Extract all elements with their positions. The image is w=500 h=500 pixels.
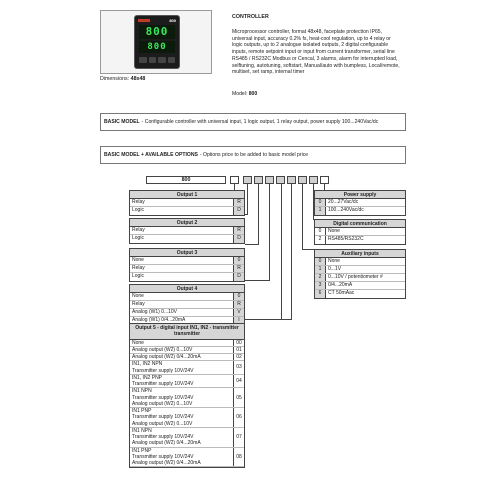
output4-table xyxy=(129,284,245,326)
table-row: None 00 xyxy=(130,340,244,347)
table-row: 0 None xyxy=(315,258,405,266)
device-display-bottom: 800 xyxy=(139,41,175,53)
banner-text: - Options price to be added to basic model price xyxy=(199,151,309,158)
product-title: CONTROLLER xyxy=(232,14,269,20)
code-slot-output4 xyxy=(265,176,274,184)
connector xyxy=(302,249,314,250)
table-row: None 0 xyxy=(130,257,244,265)
output3-table xyxy=(129,248,245,282)
banner-heading: BASIC MODEL xyxy=(104,118,140,125)
connector xyxy=(281,184,282,319)
code-slot-output5b xyxy=(287,176,296,184)
table-row: IN1 PNP Transmitter supply 10V/24V Analog output (W2) 0...10V 06 xyxy=(130,408,244,428)
table-row: 3 0/4...20mA xyxy=(315,282,405,290)
output4-title: Output 4 xyxy=(130,285,244,293)
output1-title: Output 1 xyxy=(130,191,244,199)
table-row: IN1 NPN Transmitter supply 10V/24V Analog output (W2) 0...10V 05 xyxy=(130,388,244,408)
device-model-badge: 800 xyxy=(169,18,176,23)
output2-title: Output 2 xyxy=(130,219,244,227)
connector xyxy=(245,280,270,281)
table-row: Relay R xyxy=(130,227,244,235)
brand-logo xyxy=(138,19,150,22)
auxiliary-inputs-table xyxy=(314,249,406,299)
table-row: Relay R xyxy=(130,301,244,309)
power-supply-title: Power supply xyxy=(315,191,405,199)
digital-communication-table xyxy=(314,219,406,245)
power-supply-table xyxy=(314,190,406,216)
controller-device-image xyxy=(135,16,179,68)
product-photo xyxy=(100,10,212,74)
code-slot-power xyxy=(320,176,329,184)
table-row: Relay R xyxy=(130,199,244,207)
device-keypad xyxy=(139,57,175,63)
table-row: Logic D xyxy=(130,207,244,215)
table-row: None 0 xyxy=(130,293,244,301)
table-row: IN1 PNP Transmitter supply 10V/24V Analog output (W2) 0/4...20mA 08 xyxy=(130,448,244,468)
table-row: Relay R xyxy=(130,265,244,273)
table-row: IN1 NPN Transmitter supply 10V/24V Analog output (W2) 0/4...20mA 07 xyxy=(130,428,244,448)
code-slot-comm xyxy=(309,176,318,184)
table-row: 6 CT 50mAac xyxy=(315,290,405,298)
table-row: Analog output (W2) 0...10V 01 xyxy=(130,347,244,354)
table-row: 2 RS485/RS232C xyxy=(315,236,405,244)
table-row: 1 100...240Vac/dc xyxy=(315,207,405,215)
auxiliary-inputs-title: Auxiliary inputs xyxy=(315,250,405,258)
code-slot-output2 xyxy=(243,176,252,184)
table-row: Analog output (W2) 0/4...20mA 02 xyxy=(130,354,244,361)
output3-title: Output 3 xyxy=(130,249,244,257)
device-display-top: 800 xyxy=(139,25,175,39)
available-options-banner xyxy=(100,146,406,164)
table-row: Analog (W1) 0/4...20mA I xyxy=(130,317,244,325)
connector xyxy=(291,184,292,319)
dimensions-caption xyxy=(100,76,145,83)
connector xyxy=(258,184,259,244)
order-code-base: 800 xyxy=(146,176,226,184)
output5-title: Output 5 - digital input IN1, IN2 - transmitter transmitter xyxy=(130,324,244,340)
output2-table xyxy=(129,218,245,244)
connector xyxy=(245,244,259,245)
dimensions-value: 48x48 xyxy=(130,76,146,82)
model-label: Model: xyxy=(232,91,248,97)
dimensions-label: Dimensions: xyxy=(100,76,130,82)
table-row: 1 0...1V xyxy=(315,266,405,274)
table-row: 2 0...10V / potentiometer # xyxy=(315,274,405,282)
output5-table xyxy=(129,323,245,468)
table-row: 0 20...27Vac/dc xyxy=(315,199,405,207)
table-row: Logic D xyxy=(130,235,244,243)
connector xyxy=(247,184,248,214)
table-row: IN1, IN2 NPN Transmitter supply 10V/24V 03 xyxy=(130,361,244,375)
table-row: IN1, IN2 PNP Transmitter supply 10V/24V 04 xyxy=(130,375,244,389)
code-slot-aux xyxy=(298,176,307,184)
table-row: Logic D xyxy=(130,273,244,281)
banner-text: - Configurable controller with universal input, 1 logic output, 1 relay output, power supply 100...240Vac/dc xyxy=(141,118,379,125)
connector xyxy=(269,184,270,280)
code-slot-output5a xyxy=(276,176,285,184)
code-slot-output1 xyxy=(230,176,239,184)
output1-table xyxy=(129,190,245,216)
banner-heading: BASIC MODEL + AVAILABLE OPTIONS xyxy=(104,151,198,158)
table-row: Analog (W1) 0...10V V xyxy=(130,309,244,317)
model-value: 800 xyxy=(248,91,258,97)
product-description: Microprocessor controller, format 48x48, faceplate protection IP65, universal input, accuracy 0.2% fs, heat-cool regulation, up to 4 relay or logic outputs, up to 2 analogue isolated outputs, 2 digital configurable inputs, remote setpoint input or input from current transformer, serial line RS485 / RS232C Modbus or Cencal, 3 alarms, alarm for interrupted load, selftuning, autotuning, softstart, Manual/auto with bumpless, Local/remote, multiset, set ramp, internal timer xyxy=(232,29,400,76)
connector xyxy=(245,214,248,215)
basic-model-banner xyxy=(100,113,406,131)
model-line xyxy=(232,91,257,97)
code-slot-output3 xyxy=(254,176,263,184)
connector xyxy=(302,184,303,249)
digital-communication-title: Digital communication xyxy=(315,220,405,228)
table-row: 0 None xyxy=(315,228,405,236)
connector xyxy=(245,319,292,320)
